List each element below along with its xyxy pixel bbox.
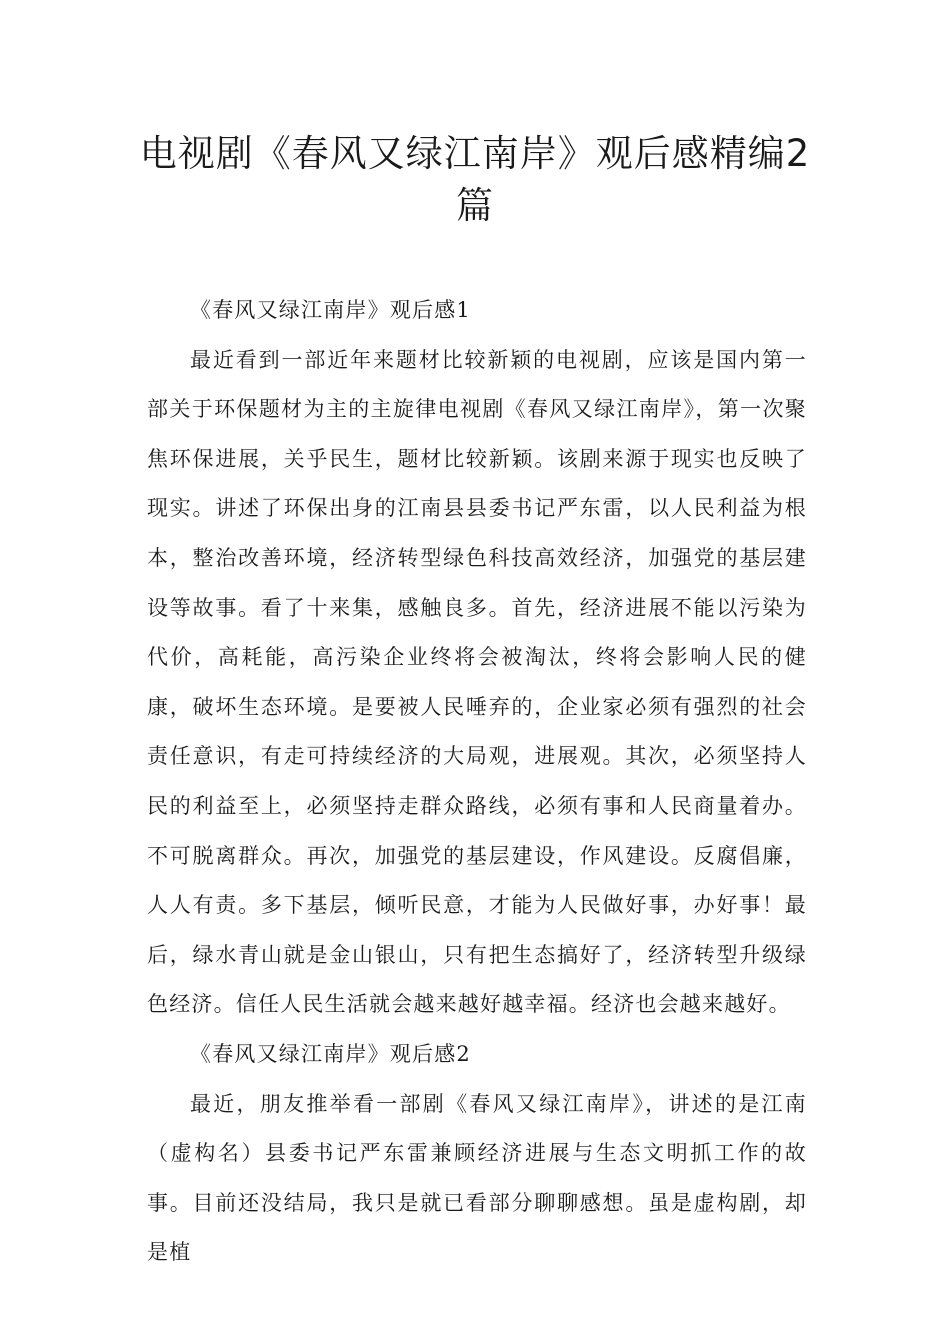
section-heading-1: 《春风又绿江南岸》观后感1 [190, 298, 471, 322]
document-body [147, 286, 807, 1278]
document-title: 电视剧《春风又绿江南岸》观后感精编2篇 [139, 132, 811, 227]
section-paragraph-2: 最近，朋友推举看一部剧《春风又绿江南岸》，讲述的是江南（虚构名）县委书记严东雷兼顾经济进展与生态文明抓工作的故事。目前还没结局，我只是就已看部分聊聊感想。虽是虚构剧，却是植 [147, 1091, 807, 1265]
section-heading-2: 《春风又绿江南岸》观后感2 [190, 1041, 471, 1066]
section-paragraph-1: 最近看到一部近年来题材比较新颖的电视剧，应该是国内第一部关于环保题材为主的主旋律电视剧《春风又绿江南岸》，第一次聚焦环保进展，关乎民生，题材比较新颖。该剧来源于现实也反映了现实。讲述了环保出身的江南县县委书记严东雷，以人民利益为根本，整治改善环境，经济转型绿色科技高效经济，加强党的基层建设等故事。看了十来集，感触良多。首先，经济进展不能以污染为代价，高耗能，高污染企业终将会被淘汰，终将会影响人民的健康，破坏生态环境。是要被人民唾弃的，企业家必须有强烈的社会责任意识，有走可持续经济的大局观，进展观。其次，必须坚持人民的利益至上，必须坚持走群众路线，必须有事和人民商量着办。不可脱离群众。再次，加强党的基层建设，作风建设。反腐倡廉，人人有责。多下基层，倾听民意，才能为人民做好事，办好事！最后，绿水青山就是金山银山，只有把生态搞好了，经济转型升级绿色经济。信任人民生活就会越来越好越幸福。经济也会越来越好。 [147, 347, 807, 1017]
